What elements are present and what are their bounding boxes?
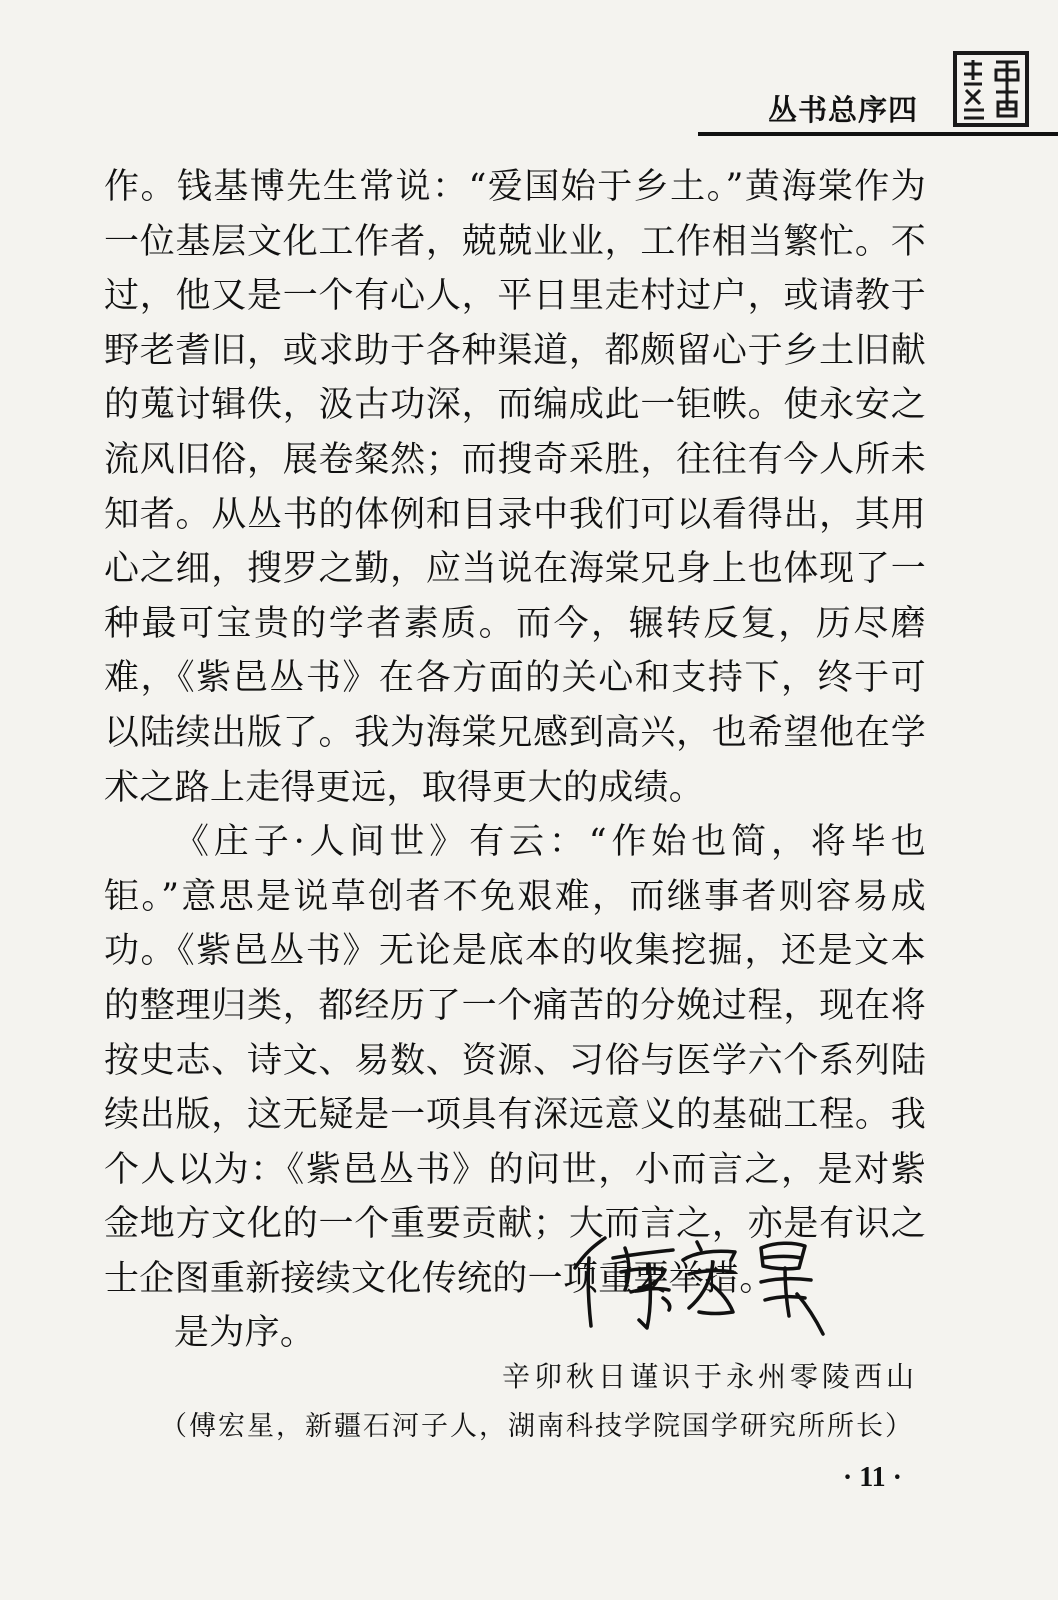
closing-line: 是为序。 bbox=[174, 1313, 316, 1354]
header-rule bbox=[698, 132, 1058, 136]
page-number: · 11 · bbox=[842, 1462, 902, 1493]
handwritten-signature-icon bbox=[565, 1228, 835, 1338]
paragraph: 《庄子·人间世》有云：“作始也简，将毕也钜。”意思是说草创者不免艰难，而继事者则容易成功。《紫邑丛书》无论是底本的收集挖掘，还是文本的整理归类，都经历了一个痛苦的分娩过程，现在将按史志、诗文、易数、资源、习俗与医学六个系列陆续出版，这无疑是一项具有深远意义的基础工程。我个人以为：《紫邑丛书》的问世，小而言之，是对紫金地方文化的一个重要贡献；大而言之，亦是有识之士企图重新接续文化传统的一项重要举措。 bbox=[104, 822, 926, 1299]
body-text bbox=[104, 160, 926, 1361]
paragraph: 作。钱基博先生常说：“爱国始于乡土。”黄海棠作为一位基层文化工作者，兢兢业业，工作相当繁忙。不过，他又是一个有心人，平日里走村过户，或请教于野老耆旧，或求助于各种渠道，都颇留心于乡土旧献的蒐讨辑佚，汲古功深，而编成此一钜帙。使永安之流风旧俗，展卷粲然；而搜奇采胜，往往有今人所未知者。从丛书的体例和目录中我们可以看得出，其用心之细，搜罗之勤，应当说在海棠兄身上也体现了一种最可宝贵的学者素质。而今，辗转反复，历尽磨难，《紫邑丛书》在各方面的关心和支持下，终于可以陆续出版了。我为海棠兄感到高兴，也希望他在学术之路上走得更远，取得更大的成绩。 bbox=[104, 167, 926, 808]
seal-icon bbox=[952, 50, 1030, 128]
dateline: 辛卯秋日谨识于永州零陵西山 bbox=[501, 1360, 918, 1393]
author-note: （傅宏星，新疆石河子人，湖南科技学院国学研究所所长） bbox=[160, 1411, 914, 1442]
header-title: 丛书总序四 bbox=[767, 93, 918, 127]
